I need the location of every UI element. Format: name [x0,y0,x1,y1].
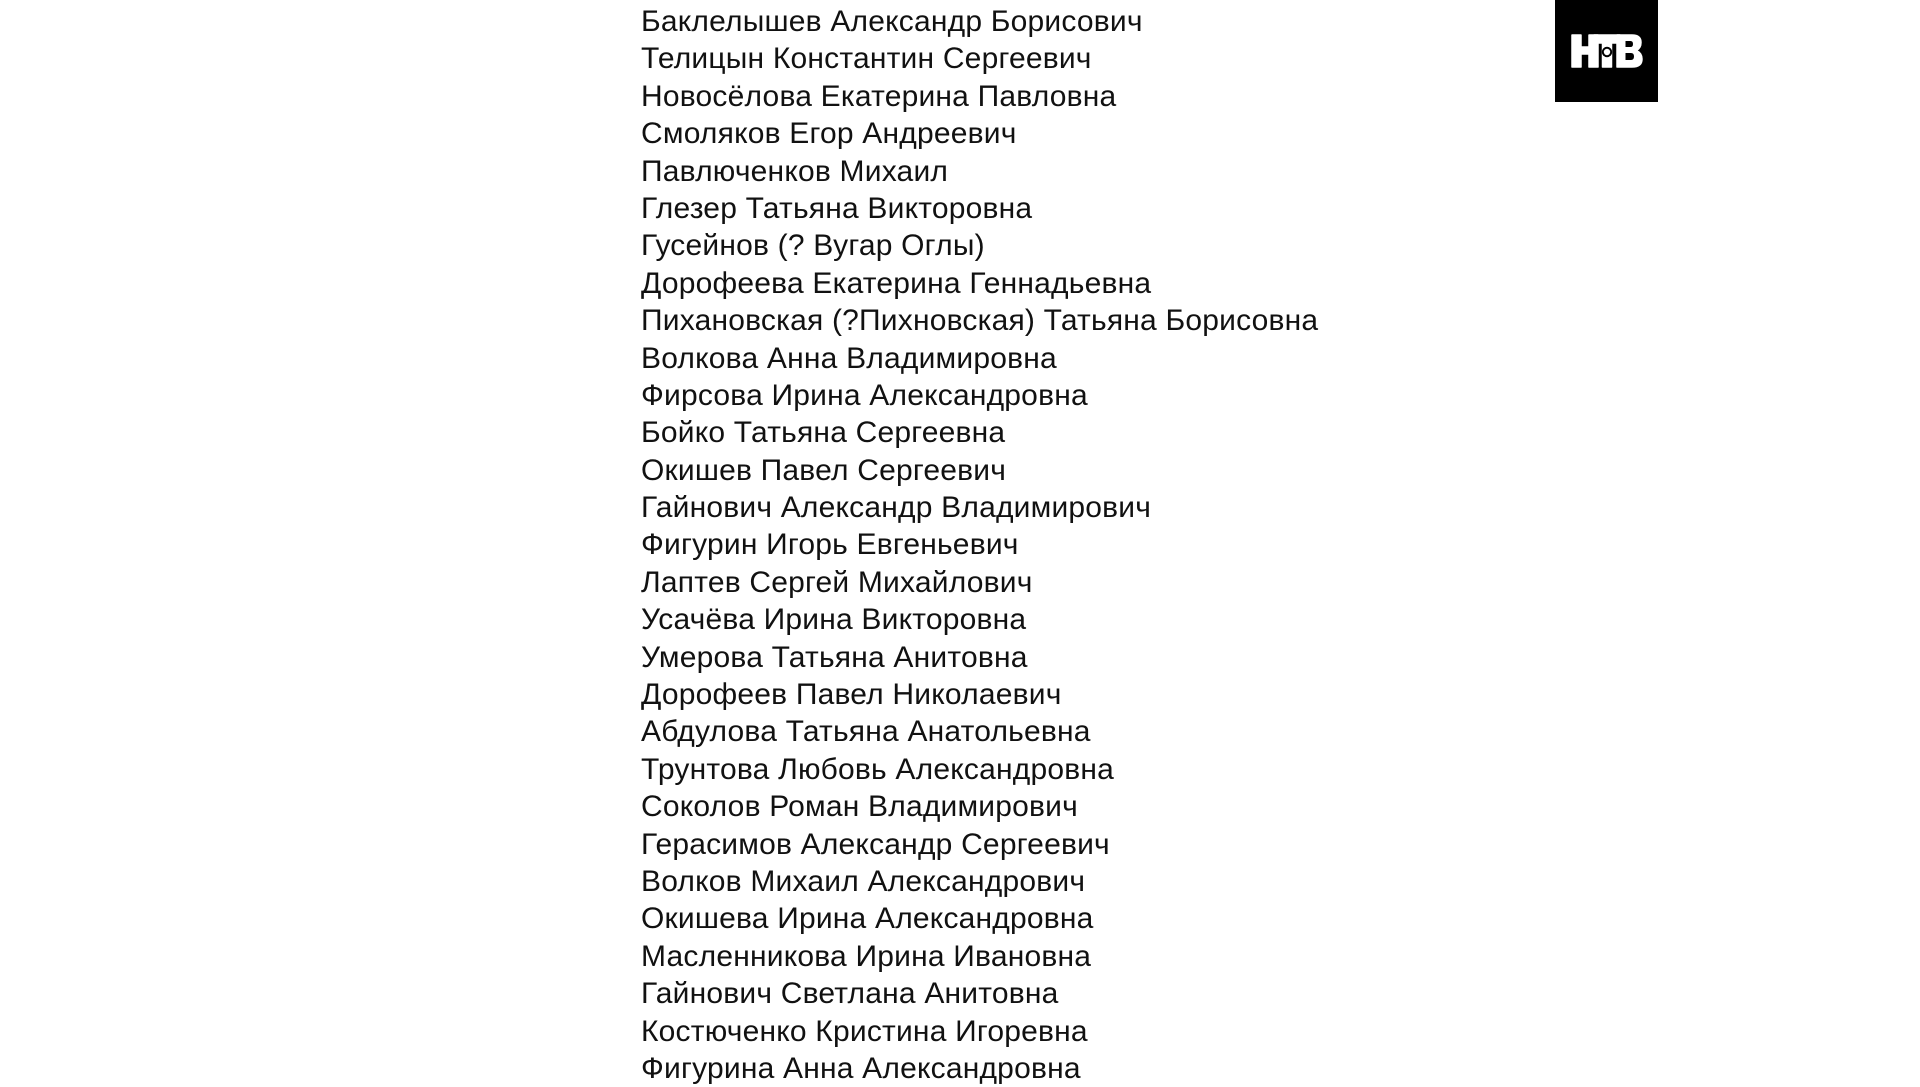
list-item: Фирсова Ирина Александровна [641,378,1088,412]
list-item: Смоляков Егор Андреевич [641,117,1017,151]
list-item: Волков Михаил Александрович [641,864,1086,898]
list-item: Гусейнов (? Вугар Оглы) [641,229,985,263]
list-item: Новосёлова Екатерина Павловна [641,79,1117,113]
list-item: Трунтова Любовь Александровна [641,752,1114,786]
list-item: Телицын Константин Сергеевич [641,42,1092,76]
names-list [641,3,1318,1087]
list-item: Бойко Татьяна Сергеевна [641,416,1006,450]
list-item: Пихановская (?Пихновская) Татьяна Борисовна [641,304,1319,338]
list-item: Соколов Роман Владимирович [641,790,1078,824]
list-item: Умерова Татьяна Анитовна [641,640,1028,674]
list-item: Гайнович Светлана Анитовна [641,977,1059,1011]
list-item: Костюченко Кристина Игоревна [641,1014,1088,1048]
list-item: Волкова Анна Владимировна [641,341,1057,375]
list-item: Окишев Павел Сергеевич [641,453,1007,487]
list-item: Фигурина Анна Александровна [641,1051,1081,1085]
list-item: Масленникова Ирина Ивановна [641,939,1092,973]
ntv-logo-mark [1570,29,1644,73]
list-item: Дорофеева Екатерина Геннадьевна [641,266,1152,300]
list-item: Абдулова Татьяна Анатольевна [641,715,1091,749]
list-item: Гайнович Александр Владимирович [641,491,1152,525]
list-item: Дорофеев Павел Николаевич [641,678,1062,712]
list-item: Усачёва Ирина Викторовна [641,603,1027,637]
list-item: Окишева Ирина Александровна [641,902,1094,936]
list-item: Глезер Татьяна Викторовна [641,191,1033,225]
list-item: Баклелышев Александр Борисович [641,5,1143,38]
list-item: Фигурин Игорь Евгеньевич [641,528,1019,562]
ntv-logo [1555,0,1658,102]
list-item: Герасимов Александр Сергеевич [641,827,1110,861]
list-item: Лаптев Сергей Михайлович [641,565,1033,599]
list-item: Павлюченков Михаил [641,154,949,188]
